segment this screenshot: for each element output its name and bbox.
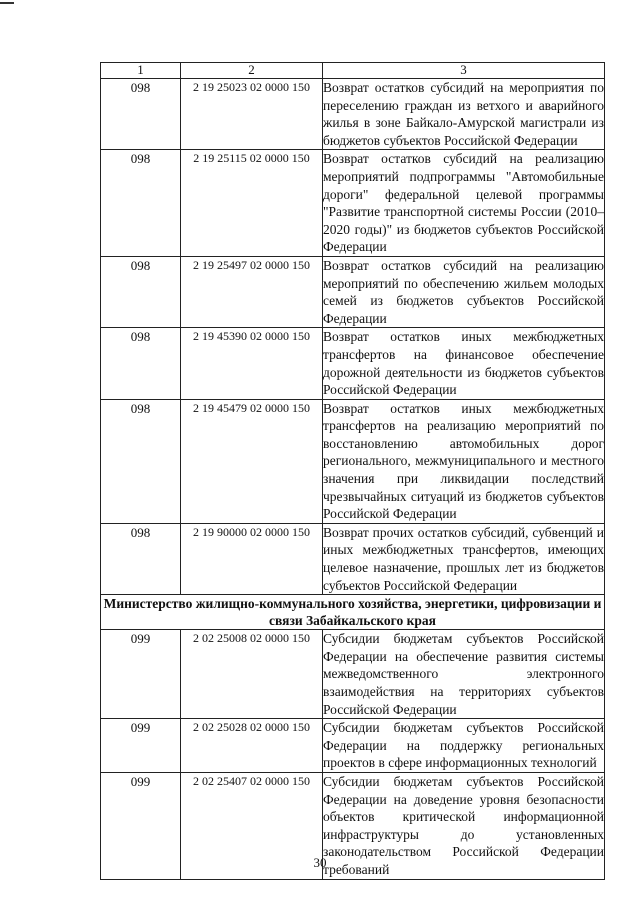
budget-code: 2 19 25497 02 0000 150: [181, 256, 323, 327]
budget-code: 2 02 25008 02 0000 150: [181, 630, 323, 719]
column-header-1: 1: [101, 63, 181, 79]
admin-code: 098: [101, 399, 181, 523]
budget-code: 2 19 25023 02 0000 150: [181, 79, 323, 150]
income-description: Возврат остатков субсидий на мероприятия по переселению граждан из ветхого и аварийного жилья в зоне Байкало-Амурской магистрали из бюджетов субъектов Российской Федерации: [323, 79, 605, 150]
income-description: Возврат остатков иных межбюджетных трансфертов на финансовое обеспечение дорожной деятельности из бюджетов субъектов Российской Федерации: [323, 328, 605, 399]
column-header-3: 3: [323, 63, 605, 79]
page-number: 30: [313, 855, 327, 870]
admin-code: 098: [101, 328, 181, 399]
table-row: [101, 256, 605, 327]
income-description: Субсидии бюджетам субъектов Российской Федерации на доведение уровня безопасности объектов критической информационной инфраструктуры до установленных законодательством Российской Федерации требований: [323, 772, 605, 879]
table-row: [101, 719, 605, 773]
table-row: [101, 79, 605, 150]
budget-code: 2 19 90000 02 0000 150: [181, 523, 323, 594]
budget-code: 2 19 45390 02 0000 150: [181, 328, 323, 399]
income-description: Возврат остатков субсидий на реализацию мероприятий по обеспечению жильем молодых семей из бюджетов субъектов Российской Федерации: [323, 256, 605, 327]
budget-code: 2 19 45479 02 0000 150: [181, 399, 323, 523]
budget-classification-table: [100, 62, 605, 880]
section-row: [101, 595, 605, 630]
income-description: Возврат остатков субсидий на реализацию мероприятий подпрограммы "Автомобильные дороги" федеральной целевой программы "Развитие транспортной системы России (2010–2020 годы)" из бюджетов субъектов Российской Федерации: [323, 150, 605, 257]
column-header-2: 2: [181, 63, 323, 79]
admin-code: 099: [101, 630, 181, 719]
table-row: [101, 150, 605, 257]
section-title: Министерство жилищно-коммунального хозяйства, энергетики, цифровизации и связи Забайкальского края: [101, 595, 605, 630]
admin-code: 099: [101, 772, 181, 879]
table-row: [101, 523, 605, 594]
admin-code: 098: [101, 79, 181, 150]
admin-code: 098: [101, 256, 181, 327]
income-description: Субсидии бюджетам субъектов Российской Федерации на обеспечение развития системы межведомственного электронного взаимодействия на территориях субъектов Российской Федерации: [323, 630, 605, 719]
admin-code: 099: [101, 719, 181, 773]
budget-code: 2 02 25028 02 0000 150: [181, 719, 323, 773]
table-header-row: [101, 63, 605, 79]
budget-code: 2 19 25115 02 0000 150: [181, 150, 323, 257]
income-description: Субсидии бюджетам субъектов Российской Федерации на поддержку региональных проектов в сфере информационных технологий: [323, 719, 605, 773]
budget-code: 2 02 25407 02 0000 150: [181, 772, 323, 879]
scan-mark: [0, 2, 14, 4]
table-row: [101, 630, 605, 719]
table-row: [101, 328, 605, 399]
table-row: [101, 399, 605, 523]
income-description: Возврат прочих остатков субсидий, субвенций и иных межбюджетных трансфертов, имеющих целевое назначение, прошлых лет из бюджетов субъектов Российской Федерации: [323, 523, 605, 594]
income-description: Возврат остатков иных межбюджетных трансфертов на реализацию мероприятий по восстановлению автомобильных дорог регионального, межмуниципального и местного значения при ликвидации последствий чрезвычайных ситуаций из бюджетов субъектов Российской Федерации: [323, 399, 605, 523]
admin-code: 098: [101, 150, 181, 257]
admin-code: 098: [101, 523, 181, 594]
